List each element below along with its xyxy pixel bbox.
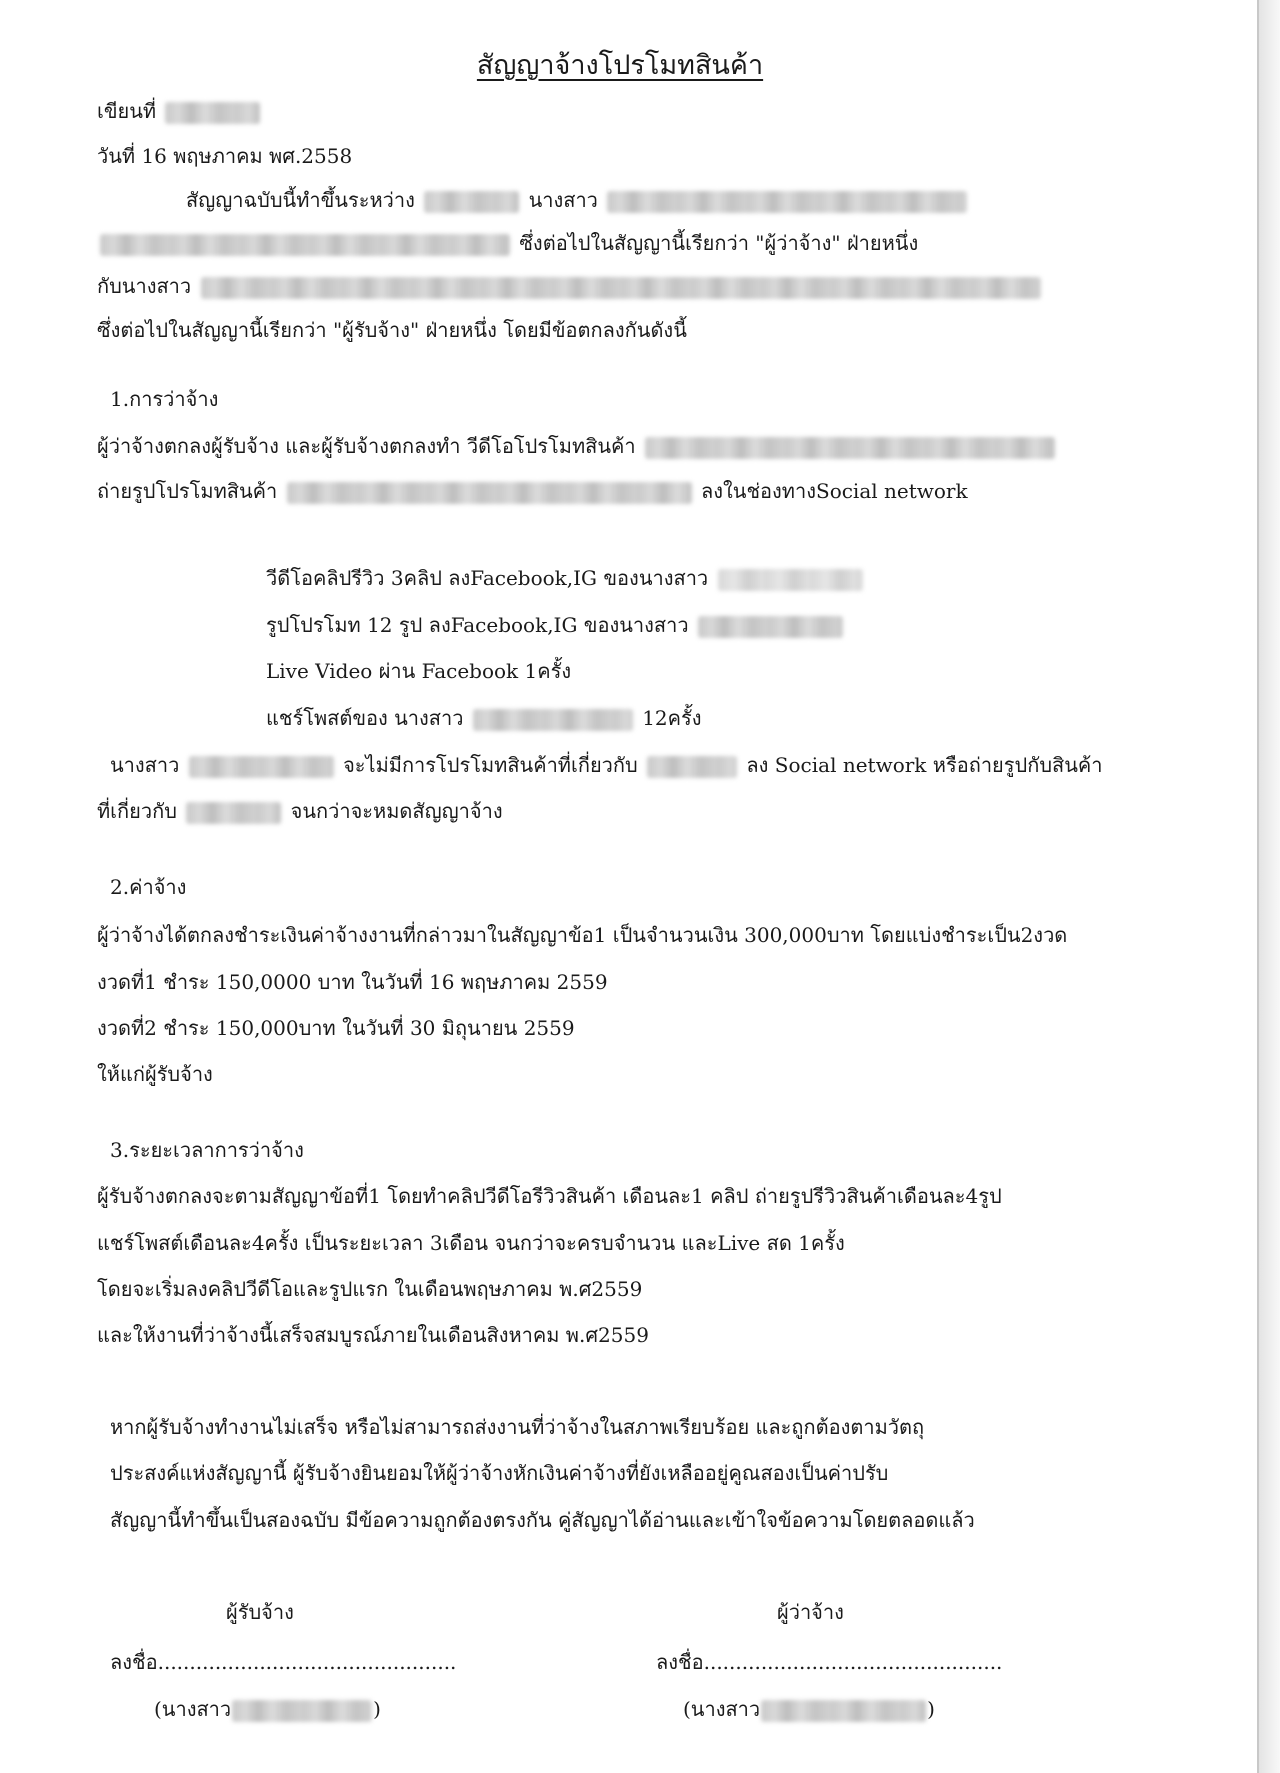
section1-line2 bbox=[97, 477, 968, 505]
exclusive-title: นางสาว bbox=[110, 753, 180, 777]
date-line: วันที่ 16 พฤษภาคม พศ.2558 bbox=[97, 144, 353, 168]
penalty-line1: หากผู้รับจ้างทำงานไม่เสร็จ หรือไม่สามารถส่งงานที่ว่าจ้างในสภาพเรียบร้อย และถูกต้องตามวัตถุ bbox=[110, 1415, 925, 1439]
section1-heading: 1.การว่าจ้าง bbox=[110, 387, 219, 411]
section3-line2: แชร์โพสต์เดือนละ4ครั้ง เป็นระยะเวลา 3เดือน จนกว่าจะครบจำนวน และLive สด 1ครั้ง bbox=[97, 1231, 845, 1255]
redacted-company bbox=[424, 191, 519, 213]
redacted-contractor-name bbox=[201, 277, 1041, 299]
section1-line1-text: ผู้ว่าจ้างตกลงผู้รับจ้าง และผู้รับจ้างตกลงทำ วีดีโอโปรโมทสินค้า bbox=[97, 434, 636, 458]
employer-sign-line: ลงชื่อ............................................... bbox=[656, 1650, 1003, 1674]
contract-title: สัญญาจ้างโปรโมทสินค้า bbox=[476, 50, 764, 81]
section3-line1: ผู้รับจ้างตกลงจะตามสัญญาข้อที่1 โดยทำคลิปวีดีโอรีวิวสินค้า เดือนละ1 คลิป ถ่ายรูปรีวิวสินค้าเดือนละ4รูป bbox=[97, 1184, 1002, 1208]
contractor-clause: ซึ่งต่อไปในสัญญานี้เรียกว่า "ผู้รับจ้าง" ฝ่ายหนึ่ง โดยมีข้อตกลงกันดังนี้ bbox=[97, 318, 687, 342]
employer-role: ผู้ว่าจ้าง bbox=[777, 1600, 844, 1624]
section1-line2-channel: ลงในช่องทางSocial network bbox=[701, 479, 968, 503]
exclusive2-text-2: จนกว่าจะหมดสัญญาจ้าง bbox=[290, 799, 503, 823]
employer-name-close: ) bbox=[927, 1697, 935, 1721]
item4-count: 12ครั้ง bbox=[642, 706, 702, 730]
section1-line2-text: ถ่ายรูปโปรโมทสินค้า bbox=[97, 479, 278, 503]
section2-line1: ผู้ว่าจ้างได้ตกลงชำระเงินค่าจ้างงานที่กล่าวมาในสัญญาข้อ1 เป็นจำนวนเงิน 300,000บาท โดยแบ่งชำระเป็น2งวด bbox=[97, 923, 1068, 947]
section2-line2: งวดที่1 ชำระ 150,0000 บาท ในวันที่ 16 พฤษภาคม 2559 bbox=[97, 970, 608, 994]
section1-item3: Live Video ผ่าน Facebook 1ครั้ง bbox=[266, 659, 572, 683]
section3-line4: และให้งานที่ว่าจ้างนี้เสร็จสมบูรณ์ภายในเดือนสิงหาคม พ.ศ2559 bbox=[97, 1323, 649, 1347]
written-at-line bbox=[97, 97, 263, 125]
item4-text: แชร์โพสต์ของ นางสาว bbox=[266, 706, 464, 730]
section1-item2 bbox=[266, 611, 846, 639]
exclusive-text-2: ลง Social network หรือถ่ายรูปกับสินค้า bbox=[746, 753, 1103, 777]
section2-line4: ให้แก่ผู้รับจ้าง bbox=[97, 1062, 213, 1086]
section2-heading: 2.ค่าจ้าง bbox=[110, 875, 187, 899]
exclusive2-text: ที่เกี่ยวกับ bbox=[97, 799, 177, 823]
contractor-label: กับนางสาว bbox=[97, 274, 192, 298]
item1-text: วีดีโอคลิปรีวิว 3คลิป ลงFacebook,IG ของนางสาว bbox=[266, 566, 709, 590]
section3-heading: 3.ระยะเวลาการว่าจ้าง bbox=[110, 1138, 304, 1162]
redacted-employer-signature-name bbox=[761, 1700, 926, 1722]
party-intro-text: สัญญาฉบับนี้ทำขึ้นระหว่าง bbox=[186, 188, 415, 212]
redacted-location bbox=[165, 102, 260, 124]
section1-exclusive bbox=[110, 751, 1103, 779]
redacted-name-item2 bbox=[698, 616, 843, 638]
contractor-role: ผู้รับจ้าง bbox=[226, 1600, 294, 1624]
employer-clause: ซึ่งต่อไปในสัญญานี้เรียกว่า "ผู้ว่าจ้าง" ฝ่ายหนึ่ง bbox=[519, 231, 919, 255]
redacted-contractor-signature-name bbox=[232, 1700, 372, 1722]
written-at-label: เขียนที่ bbox=[97, 99, 157, 123]
contractor-name-open: (นางสาว bbox=[154, 1697, 232, 1721]
redacted-name-exclusive bbox=[189, 756, 334, 778]
party-intro-line bbox=[186, 186, 970, 214]
redacted-name-item1 bbox=[718, 569, 863, 591]
section3-line3: โดยจะเริ่มลงคลิปวีดีโอและรูปแรก ในเดือนพฤษภาคม พ.ศ2559 bbox=[97, 1277, 643, 1301]
redacted-brand-2 bbox=[186, 802, 281, 824]
section1-item4 bbox=[266, 704, 702, 732]
employer-clause-line bbox=[97, 229, 918, 257]
contractor-line bbox=[97, 272, 1044, 300]
section1-item1 bbox=[266, 564, 866, 592]
section1-exclusive-2 bbox=[97, 797, 503, 825]
redacted-product bbox=[645, 437, 1055, 459]
section2-line3: งวดที่2 ชำระ 150,000บาท ในวันที่ 30 มิถุนายน 2559 bbox=[97, 1016, 575, 1040]
penalty-line3: สัญญานี้ทำขึ้นเป็นสองฉบับ มีข้อความถูกต้องตรงกัน คู่สัญญาได้อ่านและเข้าใจข้อความโดยตลอดแล้ว bbox=[110, 1508, 975, 1532]
redacted-employer-name bbox=[607, 191, 967, 213]
employer-name-line bbox=[683, 1695, 935, 1723]
contractor-name-close: ) bbox=[373, 1697, 381, 1721]
redacted-brand bbox=[647, 756, 737, 778]
item2-text: รูปโปรโมท 12 รูป ลงFacebook,IG ของนางสาว bbox=[266, 613, 689, 637]
contractor-sign-line: ลงชื่อ............................................... bbox=[110, 1650, 457, 1674]
page-edge-shadow bbox=[1259, 0, 1280, 1773]
section1-line1 bbox=[97, 432, 1058, 460]
employer-name-open: (นางสาว bbox=[683, 1697, 761, 1721]
redacted-product-2 bbox=[287, 482, 692, 504]
redacted-employer-address bbox=[100, 234, 510, 256]
party-intro-title: นางสาว bbox=[528, 188, 598, 212]
redacted-name-item4 bbox=[473, 709, 633, 731]
penalty-line2: ประสงค์แห่งสัญญานี้ ผู้รับจ้างยินยอมให้ผู้ว่าจ้างหักเงินค่าจ้างที่ยังเหลืออยู่คูณสองเป็นค่าปรับ bbox=[110, 1461, 889, 1485]
contractor-name-line bbox=[154, 1695, 381, 1723]
exclusive-text: จะไม่มีการโปรโมทสินค้าที่เกี่ยวกับ bbox=[343, 753, 638, 777]
